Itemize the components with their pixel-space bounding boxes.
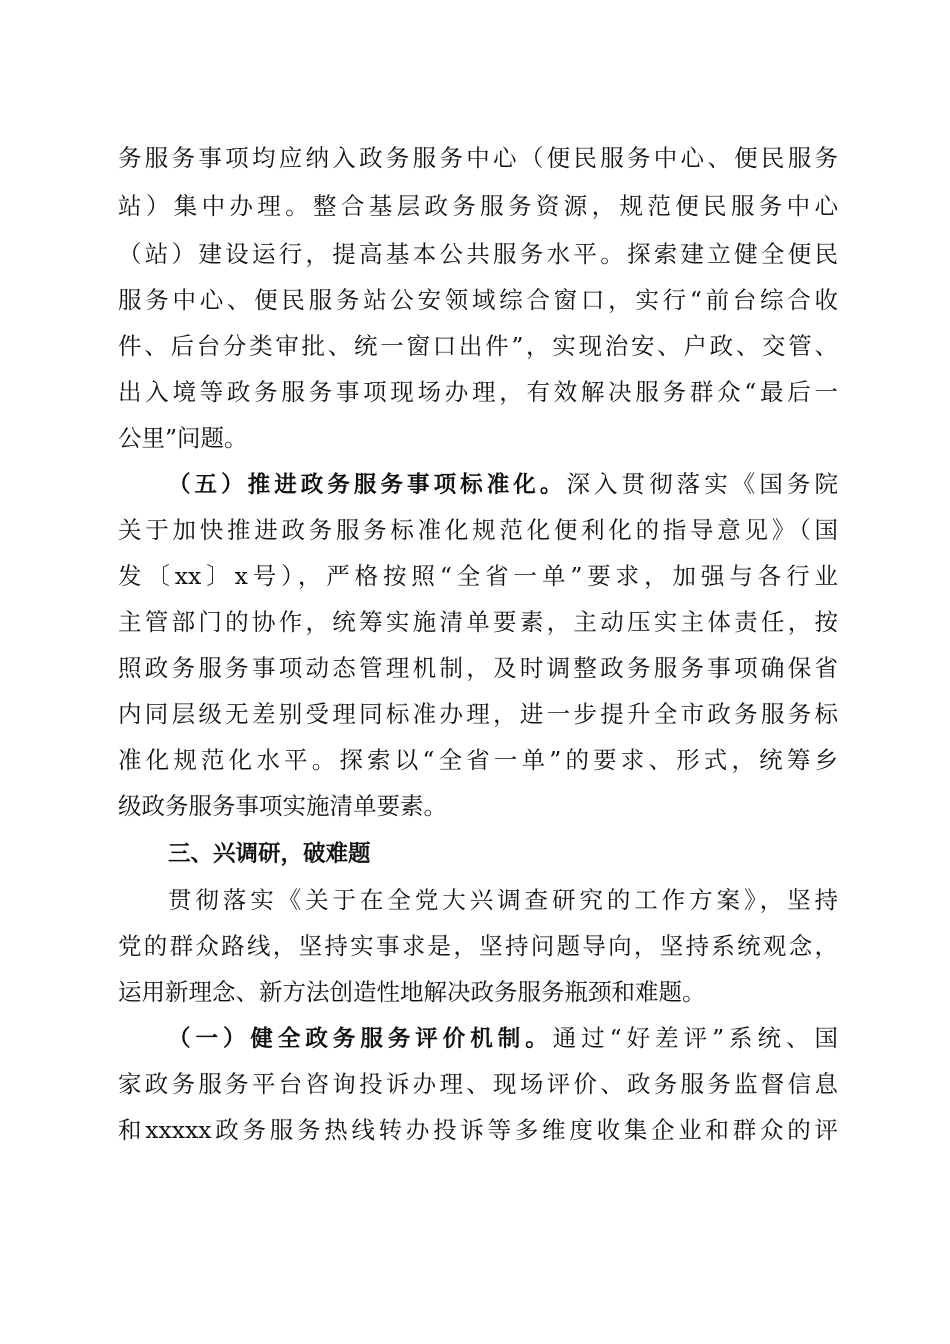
paragraph-line: 件、后台分类审批、统一窗口出件”，实现治安、户政、交管、 <box>118 332 838 360</box>
paragraph-text: 深入贯彻落实《国务院 <box>566 470 838 498</box>
paragraph-line: 主管部门的协作，统筹实施清单要素，主动压实主体责任，按 <box>118 608 838 636</box>
paragraph-line: 党的群众路线，坚持实事求是，坚持问题导向，坚持系统观念， <box>118 932 838 960</box>
paragraph-line: 站）集中办理。整合基层政务服务资源，规范便民服务中心 <box>118 192 838 220</box>
paragraph-line: 公里”问题。 <box>118 424 248 452</box>
subsection-first-line <box>168 1018 838 1058</box>
section-heading: 三、兴调研，破难题 <box>168 841 371 867</box>
subsection-heading: （五）推进政务服务事项标准化。 <box>168 472 567 498</box>
paragraph-line: 和xxxxx政务服务热线转办投诉等多维度收集企业和群众的评 <box>118 1116 838 1144</box>
paragraph-line: 发〔xx〕x号），严格按照“全省一单”要求，加强与各行业 <box>118 562 838 590</box>
subsection-heading: （一）健全政务服务评价机制。 <box>168 1026 553 1052</box>
paragraph-line: 级政务服务事项实施清单要素。 <box>118 792 447 820</box>
paragraph-line: 务服务事项均应纳入政务服务中心（便民服务中心、便民服务 <box>118 144 838 172</box>
paragraph-line: 服务中心、便民服务站公安领域综合窗口，实行“前台综合收 <box>118 286 838 314</box>
paragraph-line: 照政务服务事项动态管理机制，及时调整政务服务事项确保省 <box>118 654 838 682</box>
paragraph-line: 出入境等政务服务事项现场办理，有效解决服务群众“最后一 <box>118 378 838 406</box>
paragraph-line: 准化规范化水平。探索以“全省一单”的要求、形式，统筹乡 <box>118 746 838 774</box>
paragraph-text: 通过“好差评”系统、国 <box>552 1024 838 1052</box>
paragraph-line: 内同层级无差别受理同标准办理，进一步提升全市政务服务标 <box>118 700 838 728</box>
paragraph-line: 运用新理念、新方法创造性地解决政务服务瓶颈和难题。 <box>118 978 706 1006</box>
subsection-first-line <box>168 464 838 504</box>
paragraph-line: 关于加快推进政务服务标准化规范化便利化的指导意见》（国 <box>118 516 838 544</box>
paragraph-line: （站）建设运行，提高基本公共服务水平。探索建立健全便民 <box>118 240 838 268</box>
paragraph-line: 贯彻落实《关于在全党大兴调查研究的工作方案》，坚持 <box>168 886 838 914</box>
paragraph-line: 家政务服务平台咨询投诉办理、现场评价、政务服务监督信息 <box>118 1070 838 1098</box>
